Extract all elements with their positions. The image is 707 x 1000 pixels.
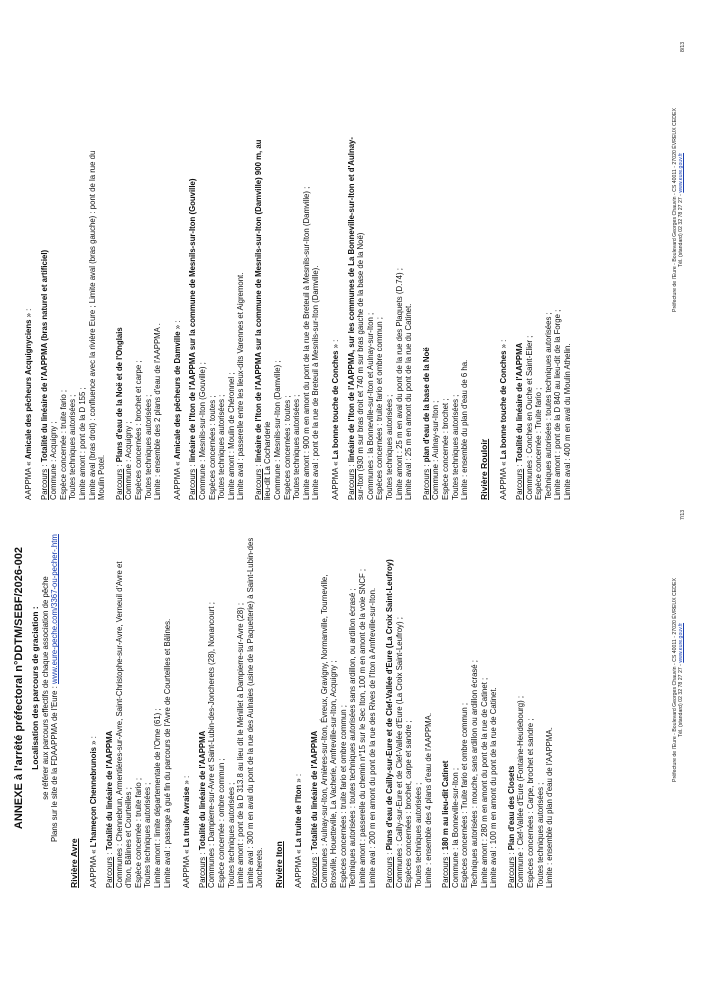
- prefecture-link[interactable]: www.eure.gouv.fr: [678, 152, 685, 193]
- intro-line-2: Plans sur le site de la FDAAPPMA de l'Eure : www.eure-peche.com/3367-ou-pecher-.htm: [50, 534, 60, 842]
- association-heading: AAPPMA « Amicale des pêcheurs de Damville » :: [172, 320, 182, 500]
- page-number: 7/13: [680, 509, 686, 520]
- parcours-block: Parcours : linéaire de l'Iton de l'AAPPMA sur la commune de Mesnils-sur-Iton (Damville) 900 m, au lieu-dit La Cocharderie Commune : Mesnils-sur-Iton (Damville) ; Espèces concernées : toutes ; Toutes techniques autorisées ; Limite amont : 900 m en amont du pont de la rue de Breteuil à Mesnils-sur-Iton (Damville) ; Limite aval : pont de la rue de Breteuil à Mesnils-sur-Iton (Damville).: [253, 139, 321, 500]
- parcours-block: Parcours : Totalité du linéaire de l'AAPPMA Communes : Aulnay-sur-Iton, Arnières-sur-Iton, Évreux, Gravigny, Normanville, Tourneville, Brosville, Houetteville, La Vacherie, Amfreville-sur-Iton, Acquigny ; Espèces concernées : truite fario et ombre commun ; Techniques autorisées : toutes techniques autorisées sans ardillon, ou ardillon écrasé ; Limite amont : passerelle du chemin n°15 sur le Sec Iton, 100 m en amont de la voie SNCF ; Limite aval : 200 m en amont du pont de la rue des Rives de l'Iton à Amfreville-sur-Iton.: [310, 568, 377, 888]
- annex-subtitle: Localisation des parcours de graciation :: [30, 606, 40, 770]
- river-heading-rouloir: Rivière Rouloir: [478, 438, 489, 500]
- parcours-block: Parcours : linéaire de l'Iton de l'AAPPMA sur la commune de Mesnils-sur-Iton (Gouville) Commune : Mesnils-sur-Iton (Gouville) ; Espèces concernées : toutes ; Toutes techniques autorisées ; Limite amont : Moulin de Chéronnel ; Limite aval : passerelle entre les lieux-dits Varennes et Aigremont.: [188, 178, 246, 500]
- river-heading-avre: Rivière Avre: [68, 838, 79, 888]
- parcours-block: Parcours : Totalité du linéaire de l'AAPPMA (bras naturel et artificiel) Commune : Acquigny ; Espèce concernée : truite fario ; Toutes techniques autorisées ; Limite amont : pont de la D 155 ; Limite aval (bras droit) : confluence avec la rivière Eure ; Limite aval (bras gauche) : pont de la rue du Moulin Potel.: [39, 150, 107, 500]
- page-footer: Préfecture de l'Eure - Boulevard Georges Chauvin - CS 40011 - 27020 ÉVREUX CEDEX Tél. (standard) 02 32 78 27 27 - www.eure.gouv.fr: [672, 578, 685, 782]
- page-8-column: [14, 60, 581, 500]
- parcours-block: Parcours : linéaire de l'Iton de l'AAPPMA, sur les communes de La Bonneville-sur-Iton et d'Aulnay- sur-Iton (930 m sur bras droit et 740 m sur bras gauche de la base de la Noë) Communes : la Bonneville-sur-Iton et Aulnay-sur-Iton ; Espèces concernées : truite fario et ombre commun ; Toutes techniques autorisées ; Limite amont : 25 m en aval du pont de la rue des Plaquets (D.74) ; Limite aval : 25 m en amont du pont de la rue du Catinet.: [346, 137, 414, 500]
- prefecture-link[interactable]: www.eure.gouv.fr: [678, 622, 685, 663]
- association-heading: AAPPMA « L'hameçon Chennebrunois » :: [89, 736, 99, 888]
- annex-title: ANNEXE à l'arrêté préfectoral n°DDTM/SEBF/2026-002: [13, 546, 25, 830]
- association-heading: AAPPMA « Amicale des pêcheurs Acquignyciens » :: [24, 308, 33, 500]
- association-heading: AAPPMA « La truite de l'Iton » :: [294, 773, 304, 888]
- page-footer: Préfecture de l'Eure - Boulevard Georges Chauvin - CS 40011 - 27020 ÉVREUX CEDEX Tél. (standard) 02 32 78 27 27 - www.eure.gouv.fr: [672, 108, 685, 312]
- river-heading-iton: Rivière Iton: [273, 841, 284, 888]
- parcours-block: Parcours : Plans d'eau de Cailly-sur-Eure et de Clef-Vallée d'Eure (La Croix Saint-Leufroy) Communes : Cailly-sur-Eure et de Clef-Vallée d'Eure (La Croix Saint-Leufroy) ; Espèces concernées : brochet, carpe et sandre ; Toutes techniques autorisées ; Limite : ensemble des 4 plans d'eau de l'AAPPMA.: [385, 559, 433, 888]
- intro-line-1: se référer aux parcours effectifs de chaque association de pêche: [40, 576, 50, 800]
- association-heading: AAPPMA « La truite Avraise » :: [182, 775, 192, 888]
- parcours-block: Parcours : Plan d'eau des Closets Commune : Clef-Vallée d'Eure (Fontaine-Heudebourg) ; Espèces concernées : Carpe, brochet et sandre ; Toutes techniques autorisées ; Limite : ensemble du plan d'eau de l'AAPPMA.: [506, 695, 555, 888]
- parcours-block: Parcours : plan d'eau de la base de la Noë Commune : Aulnay-sur-Iton ; Espèce concernée : brochet ; Toutes techniques autorisées ; Limite : ensemble du plan d'eau de 6 ha.: [421, 347, 470, 500]
- parcours-block: Parcours : Totalité du linéaire de l'AAPPMA Communes : Conches en Ouche et Saint-Elier ; Espèce concernée : Truite fario ; Techniques autorisées : toutes techniques autorisées ; Limite amont : pont de la D 840 au lieu-dit de la Forge ; Limite aval : 400 m en aval du Moulin Athelin.: [514, 309, 572, 500]
- parcours-block: Parcours : 180 m au lieu-dit Catinet Commune : la Bonneville-sur-Iton ; Espèces concernées : Truite fario et ombre commun ; Techniques autorisées : mouche, sans ardillon ou ardillon écrasé ; Limite amont : 280 m en amont du pont de la rue de Catinet ; Limite aval : 100 m en amont du pont de la rue de Catinet.: [441, 660, 499, 888]
- association-heading: AAPPMA « La bonne touche de Conches » :: [499, 339, 509, 500]
- eure-peche-link[interactable]: www.eure-peche.com/3367-ou-pecher-.htm: [50, 534, 60, 685]
- association-heading: AAPPMA « La bonne touche de Conches » :: [331, 339, 341, 500]
- page-7-column: [12, 488, 563, 888]
- parcours-block: Parcours : Totalité du linéaire de l'AAPPMA Communes : Dampierre-sur-Avre et Saint-Lubin-des-Joncherets (28), Nonancourt ; Espèce concernée : ombre commun ; Toutes techniques autorisées ; Limite amont : pont de la D 313.8 au lieu dit le Ménillet à Dampierre-sur-Avre (28) ; Limite aval : 300 m en aval du pont de la rue des Aulnaies (usine de la Paquetterie) à Saint-Lubin-des Joncherets.: [197, 537, 265, 888]
- parcours-block: Parcours : Totalité du linéaire de l'AAPPMA Communes : Chennebrun, Armentières-sur-Avre, Saint-Christophe-sur-Avre, Verneuil d'Avre et d'Iton, Bâlines et Courteilles ; Espèce concernée : truite fario ; Toutes techniques autorisées ; Limite amont : limite départementale de l'Orne (61) ; Limite aval : passage à gué fin du parcours de l'Avre de Courteilles et Bâlines.: [104, 561, 172, 888]
- page-number: 8/13: [680, 41, 686, 52]
- parcours-block: Parcours : Plans d'eau de la Noë et de l'Onglais Commune : Acquigny ; Espèces concernées : brochet et carpe ; Toutes techniques autorisées ; Limite : ensemble des 2 plans d'eau de l'AAPPMA .: [114, 323, 163, 500]
